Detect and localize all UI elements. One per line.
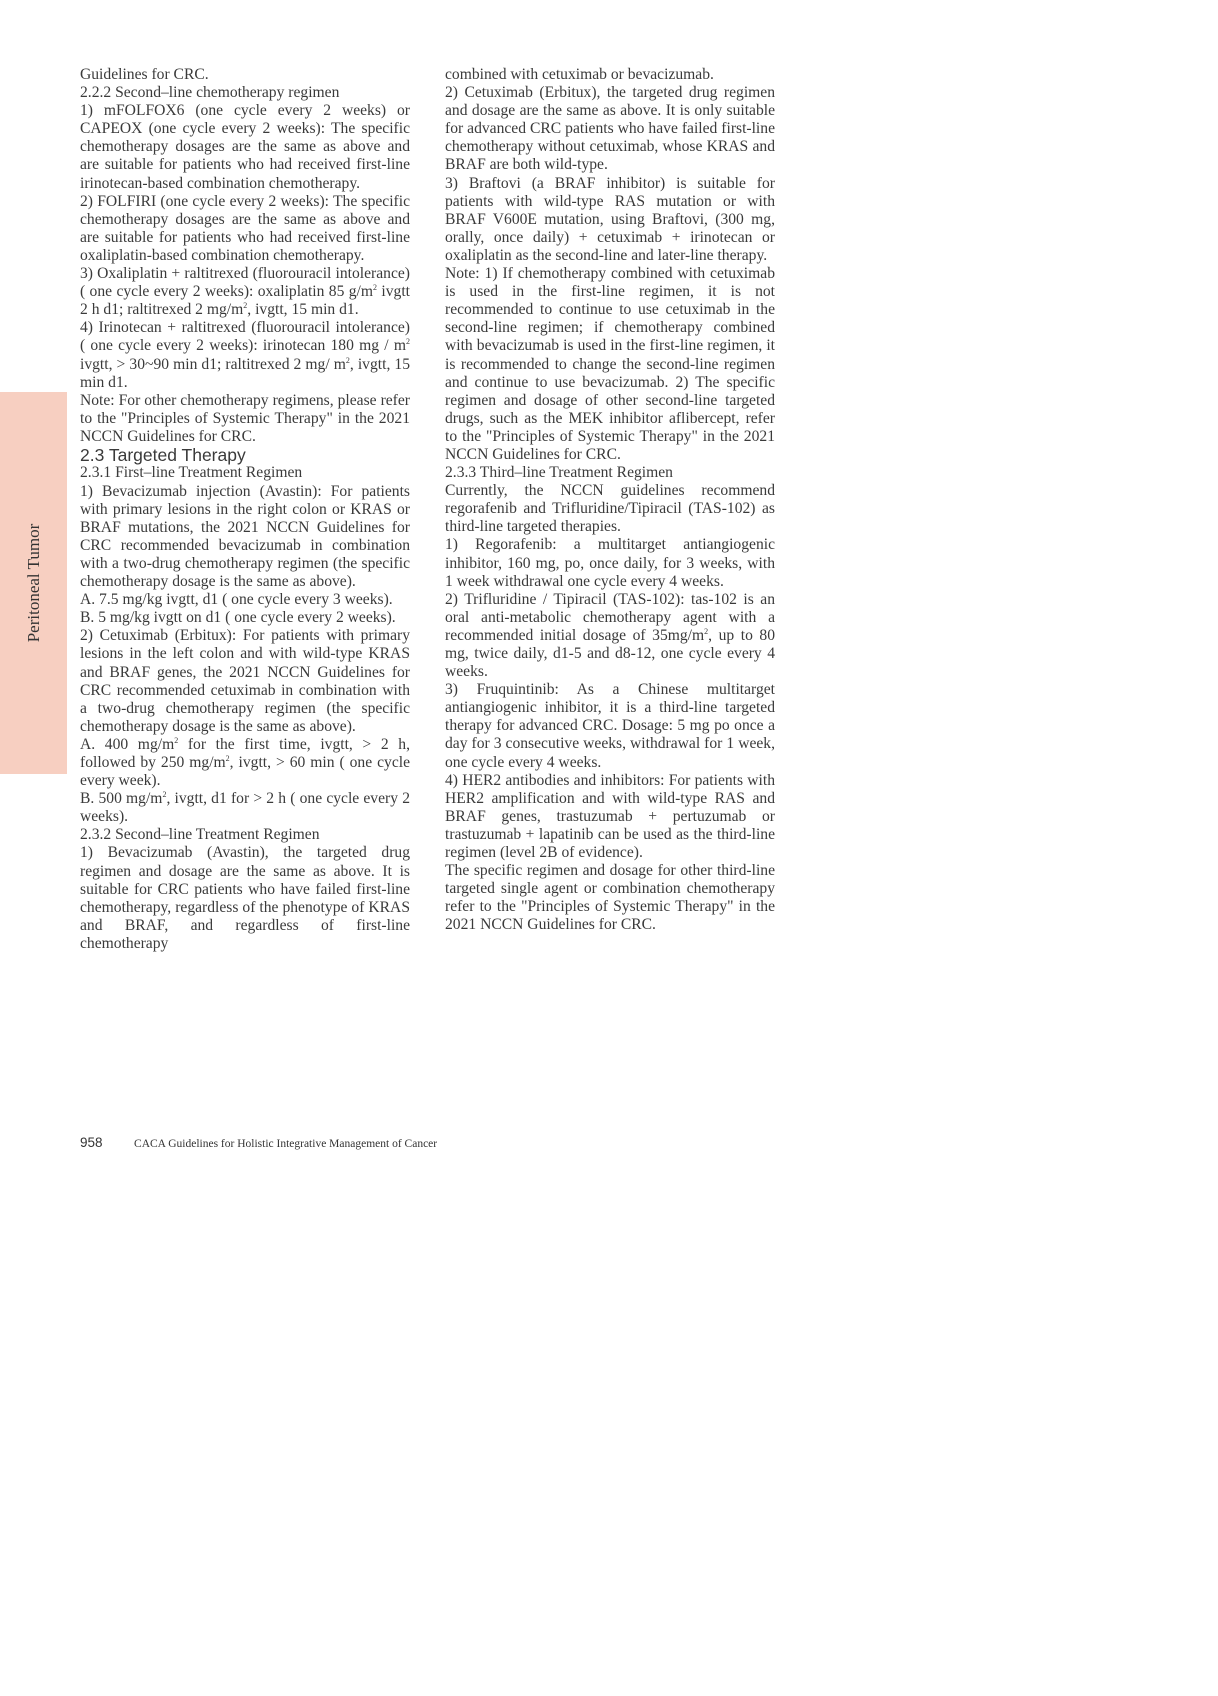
paragraph: A. 400 $mg/m^2$ for the first time, ivgtt, > 2 h, followed by 250 $mg/m^2$, ivgtt, > 60 min ( one cycle every week). bbox=[80, 735, 410, 790]
subsection-heading: 2.3.2 Second–line Treatment Regimen bbox=[80, 826, 320, 844]
paragraph: 3) Oxaliplatin + raltitrexed (fluorouracil intolerance) ( one cycle every 2 weeks): oxaliplatin 85 $g/m^2$ ivgtt 2 h d1; raltitrexed 2 $mg/m^2$, ivgtt, 15 min d1. bbox=[80, 265, 410, 319]
paragraph: The specific regimen and dosage for other third-line targeted single agent or combination chemotherapy refer to the "Principles of Systemic Therapy" in the 2021 NCCN Guidelines for CRC. bbox=[445, 862, 775, 934]
paragraph: 1) mFOLFOX6 (one cycle every 2 weeks) or CAPEOX (one cycle every 2 weeks): The specific chemotherapy dosages are the same as above and are suitable for patients who had received first-line irinotecan-based combination chemotherapy. bbox=[80, 102, 410, 192]
superscript: 2 bbox=[174, 735, 179, 745]
journal-title: CACA Guidelines for Holistic Integrative Management of Cancer bbox=[134, 1138, 438, 1150]
section-heading: 2.3 Targeted Therapy bbox=[80, 444, 246, 465]
paragraph: combined with cetuximab or bevacizumab. bbox=[445, 66, 714, 83]
subsection-heading: 2.3.3 Third–line Treatment Regimen bbox=[445, 464, 673, 482]
subsection-heading: 2.3.1 First–line Treatment Regimen bbox=[80, 464, 303, 482]
paragraph: 1) Bevacizumab (Avastin), the targeted drug regimen and dosage are the same as above. It is suitable for CRC patients who have failed first-line chemotherapy, regardless of the phenotype of KRAS and BRAF, and regardless of first-line chemotherapy bbox=[80, 844, 410, 952]
page-number: 958 bbox=[80, 1135, 103, 1150]
paragraph: 2) Trifluridine / Tipiracil (TAS-102): tas-102 is an oral anti-metabolic chemotherapy agent with a recommended initial dosage of $35mg/m^2$, up to 80 mg, twice daily, d1-5 and d8-12, one cycle every 4 weeks. bbox=[445, 590, 775, 681]
paragraph: B. 5 mg/kg ivgtt on d1 ( one cycle every 2 weeks). bbox=[80, 609, 396, 627]
paragraph: 4) Irinotecan + raltitrexed (fluorouracil intolerance) ( one cycle every 2 weeks): irinotecan 180 mg / $m^2$ ivgtt, > 30~90 min d1; raltitrexed 2 mg/ $m^2$, ivgtt, 15 min d1. bbox=[80, 319, 411, 391]
paragraph: 2) Cetuximab (Erbitux), the targeted drug regimen and dosage are the same as above. It is only suitable for advanced CRC patients who have failed first-line chemotherapy without cetuximab, whose KRAS and BRAF are both wild-type. bbox=[445, 84, 775, 174]
paragraph: 3) Braftovi (a BRAF inhibitor) is suitable for patients with wild-type RAS mutation or with BRAF V600E mutation, using Braftovi, (300 mg, orally, once daily) + cetuximab + irinotecan or oxaliplatin as the second-line and later-line therapy. bbox=[445, 174, 775, 264]
section-side-tab bbox=[0, 392, 67, 774]
superscript: 2 bbox=[243, 301, 248, 311]
superscript: 2 bbox=[225, 753, 230, 763]
paragraph: Note: 1) If chemotherapy combined with cetuximab is used in the first-line regimen, it is not recommended to continue to use cetuximab in the second-line regimen; if chemotherapy combined with bevacizumab is used in the first-line regimen, it is recommended to change the second-line regimen and continue to use bevacizumab. 2) The specific regimen and dosage of other second-line targeted drugs, such as the MEK inhibitor aflibercept, refer to the "Principles of Systemic Therapy" in the 2021 NCCN Guidelines for CRC. bbox=[445, 265, 775, 463]
paragraph: 4) HER2 antibodies and inhibitors: For patients with HER2 amplification and with wild-type RAS and BRAF genes, trastuzumab + pertuzumab or trastuzumab + lapatinib can be used as the third-line regimen (level 2B of evidence). bbox=[445, 771, 775, 862]
left-column bbox=[80, 66, 410, 953]
paragraph: 2) Cetuximab (Erbitux): For patients with primary lesions in the left colon and with wild-type KRAS and BRAF genes, the 2021 NCCN Guidelines for CRC recommended cetuximab in combination with a two-drug chemotherapy regimen (the specific chemotherapy dosage is the same as above). bbox=[80, 627, 410, 735]
paragraph: 3) Fruquintinib: As a Chinese multitarget antiangiogenic inhibitor, it is a third-line targeted therapy for advanced CRC. Dosage: 5 mg po once a day for 3 consecutive weeks, withdrawal for 1 week, one cycle every 4 weeks. bbox=[445, 681, 775, 771]
paragraph: 1) Bevacizumab injection (Avastin): For patients with primary lesions in the right colon or KRAS or BRAF mutations, the 2021 NCCN Guidelines for CRC recommended bevacizumab in combination with a two-drug chemotherapy regimen (the specific chemotherapy dosage is the same as above). bbox=[80, 482, 410, 591]
paragraph: Currently, the NCCN guidelines recommend regorafenib and Trifluridine/Tipiracil (TAS-102) as third-line targeted therapies. bbox=[445, 482, 775, 536]
subsection-heading: 2.2.2 Second–line chemotherapy regimen bbox=[80, 84, 340, 102]
superscript: 2 bbox=[162, 790, 167, 800]
side-tab-label: Peritoneal Tumor bbox=[23, 523, 43, 643]
paragraph: B. 500 $mg/m^2$, ivgtt, d1 for > 2 h ( one cycle every 2 weeks). bbox=[80, 790, 410, 826]
superscript: 2 bbox=[406, 337, 410, 347]
page-footer bbox=[80, 1135, 437, 1152]
superscript: 2 bbox=[704, 626, 709, 636]
paragraph: Note: For other chemotherapy regimens, please refer to the "Principles of Systemic Therapy" in the 2021 NCCN Guidelines for CRC. bbox=[80, 391, 410, 445]
superscript: 2 bbox=[373, 283, 378, 293]
paragraph: 1) Regorafenib: a multitarget antiangiogenic inhibitor, 160 mg, po, once daily, for 3 weeks, with 1 week withdrawal one cycle every 4 weeks. bbox=[445, 536, 775, 590]
paragraph: 2) FOLFIRI (one cycle every 2 weeks): The specific chemotherapy dosages are the same as above and are suitable for patients who had received first-line oxaliplatin-based combination chemotherapy. bbox=[80, 192, 410, 264]
paragraph: A. 7.5 mg/kg ivgtt, d1 ( one cycle every 3 weeks). bbox=[80, 591, 393, 609]
right-column bbox=[445, 66, 775, 935]
paragraph: Guidelines for CRC. bbox=[80, 66, 209, 83]
superscript: 2 bbox=[345, 355, 350, 365]
